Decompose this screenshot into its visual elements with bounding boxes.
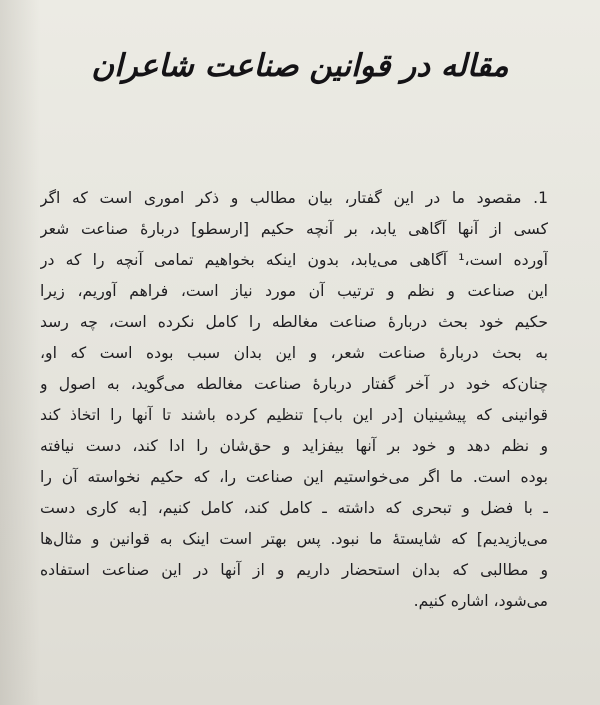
text-line: این صناعت و نظم و ترتیب آن مورد نیاز است، فراهم آوریم، زیرا	[40, 282, 548, 300]
text-line: بوده است. ما اگر می‌خواستیم این صناعت را، که حکیم نخواسته آن را	[40, 468, 548, 486]
text-line: کسی از آنها آگاهی یابد، بر آنچه حکیم [ارسطو] دربارهٔ صناعت شعر	[40, 220, 548, 238]
text-line: چنان‌که خود در آخر گفتار دربارهٔ صناعت مغالطه می‌گوید، به اصول و	[40, 375, 548, 393]
text-line: به بحث دربارهٔ صناعت شعر، و این بدان سبب بوده است که او،	[40, 344, 548, 362]
text-line: حکیم خود بحث دربارهٔ صناعت مغالطه را کامل نکرده است، چه رسد	[40, 313, 548, 331]
body-paragraph	[40, 183, 548, 617]
page-gutter-shadow	[0, 0, 40, 705]
text-line: آورده است،¹ آگاهی می‌یابد، بدون اینکه بخواهیم تمامی آنچه را که در	[40, 251, 548, 269]
text-line: ـ با فضل و تبحری که داشته ـ کامل کند، کامل کنیم، [به کاری دست	[40, 499, 548, 517]
text-line: قوانینی که پیشینیان [در این باب] تنظیم کرده باشند تا آنها را اتخاذ کند	[40, 406, 548, 424]
page-title: مقاله در قوانین صناعت شاعران	[91, 48, 509, 84]
text-line: و مطالبی که بدان استحضار داریم و از آنها در این صناعت استفاده	[40, 561, 548, 579]
text-line: 1. مقصود ما در این گفتار، بیان مطالب و ذکر اموری است که اگر	[40, 189, 548, 207]
text-line: می‌شود، اشاره کنیم.	[413, 592, 548, 610]
text-line: می‌یازیدیم] که شایستهٔ ما نبود. پس بهتر است اینک به قوانین و مثال‌ها	[40, 530, 548, 548]
text-line: و نظم دهد و خود بر آنها بیفزاید و حق‌شان را ادا کند، دست نیافته	[40, 437, 548, 455]
